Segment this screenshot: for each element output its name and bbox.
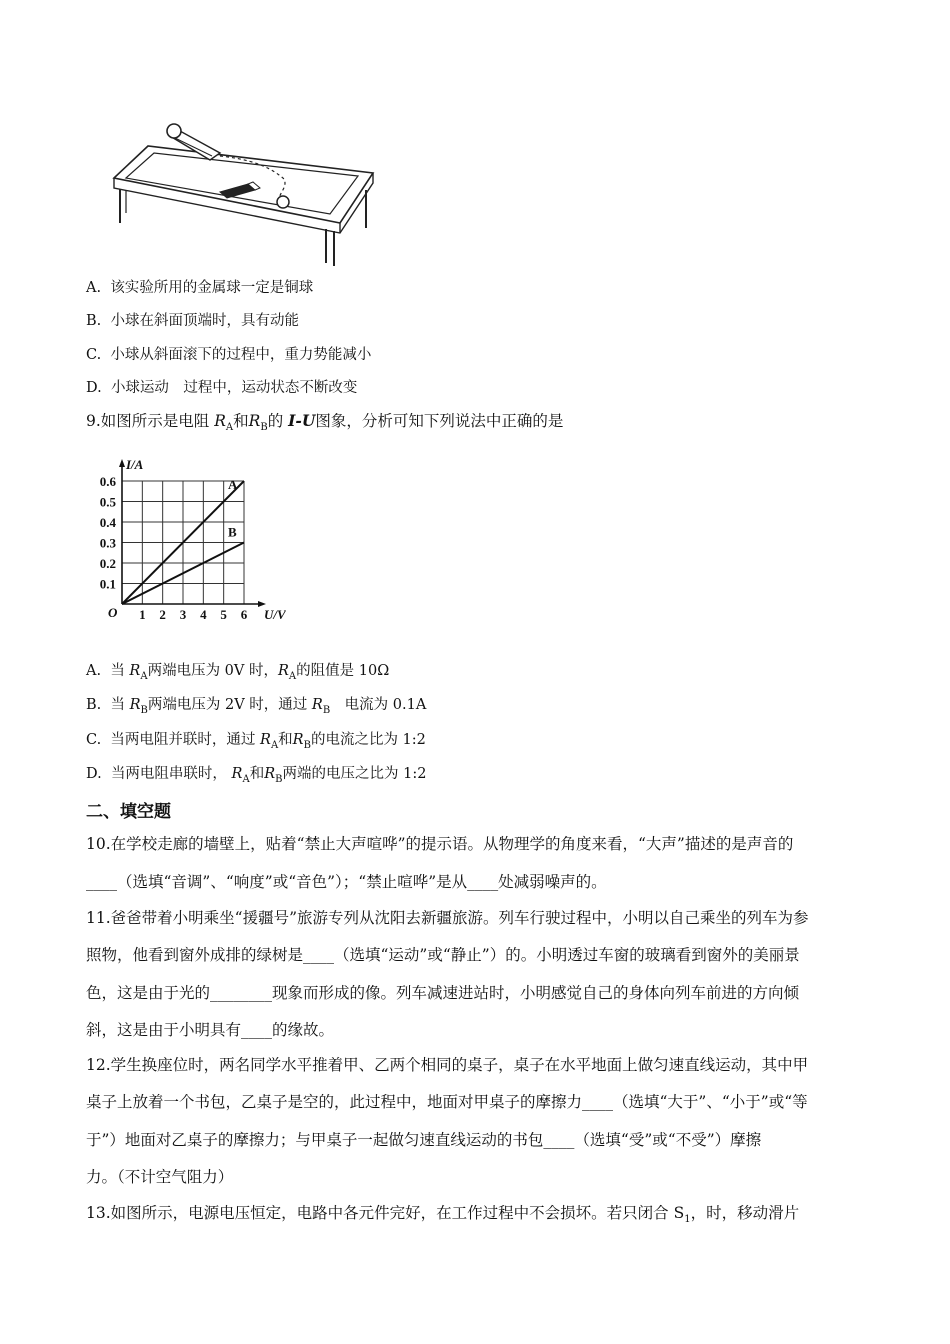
series-label-a: A [228, 477, 238, 492]
y-tick-label: 0.4 [99, 515, 116, 530]
y-tick-label: 0.2 [99, 556, 116, 571]
y-tick-label: 0.3 [99, 535, 116, 551]
q12-line-4: 力。（不计空气阻力） [86, 1168, 234, 1186]
q12-line-2: 桌子上放着一个书包，乙桌子是空的，此过程中，地面对甲桌子的摩擦力____（选填“大于”、“小于”或“等 [86, 1093, 808, 1111]
y-tick-label: 0.6 [99, 474, 116, 489]
y-axis-arrow [119, 459, 125, 467]
q9-option-a: A. 当 $R_A$两端电压为 0V 时，$R_A$的阻值是 10Ω [86, 663, 390, 682]
q12-line-1: 12.学生换座位时，两名同学水平推着甲、乙两个相同的桌子，桌子在水平地面上做匀速直线运动，其中甲 [86, 1056, 809, 1074]
q12-line-3: 于”）地面对乙桌子的摩擦力；与甲桌子一起做匀速直线运动的书包____（选填“受”或“不受”）摩擦 [86, 1131, 762, 1149]
q11-line-1: 11.爸爸带着小明乘坐“援疆号”旅游专列从沈阳去新疆旅游。列车行驶过程中，小明以自己乘坐的列车为参 [86, 909, 809, 927]
q8-option-d: D. 小球运动 过程中，运动状态不断改变 [86, 380, 358, 396]
q8-option-c: C. 小球从斜面滚下的过程中，重力势能减小 [86, 347, 372, 363]
q9-stem: 9.如图所示是电阻 $R_A$和$R_B$的 I-U图象，分析可知下列说法中正确的是 [86, 411, 564, 434]
x-tick-label: 5 [220, 607, 227, 622]
q8-option-a: A. 该实验所用的金属球一定是铜球 [86, 280, 314, 296]
y-tick-label: 0.5 [99, 494, 116, 510]
x-tick-label: 4 [200, 607, 207, 622]
series-label-b: B [228, 524, 237, 540]
section-title-fill-blank: 二、填空题 [86, 802, 171, 822]
y-axis-label: I/A [126, 457, 144, 472]
q8-option-b: B. 小球在斜面顶端时，具有动能 [86, 313, 299, 329]
q9-option-c: C. 当两电阻并联时，通过 $R_A$和$R_B$的电流之比为 1:2 [86, 732, 426, 751]
q11-line-3: 色，这是由于光的________现象而形成的像。列车减速进站时，小明感觉自己的身体向列车前进的方向倾 [86, 984, 800, 1002]
iu-chart [86, 452, 286, 632]
q11-line-4: 斜，这是由于小明具有____的缘故。 [86, 1021, 335, 1039]
ramp-experiment-figure [108, 118, 378, 268]
x-axis-label: U/V [264, 607, 286, 622]
x-tick-label: 3 [179, 607, 187, 622]
q10-line-2: ____（选填“音调”、“响度”或“音色”）；“禁止喧哗”是从____处减弱噪声的。 [86, 873, 607, 891]
x-tick-label: 1 [139, 607, 146, 622]
origin-label: O [108, 605, 118, 620]
q10-line-1: 10.在学校走廊的墙壁上，贴着“禁止大声喧哗”的提示语。从物理学的角度来看，“大声”描述的是声音的 [86, 835, 794, 853]
iu-chart-svg [86, 452, 286, 632]
q11-line-2: 照物，他看到窗外成排的绿树是____（选填“运动”或“静止”）的。小明透过车窗的玻璃看到窗外的美丽景 [86, 946, 800, 964]
q9-option-d: D. 当两电阻串联时， $R_A$和$R_B$两端的电压之比为 1:2 [86, 766, 427, 785]
q13-line-1: 13.如图所示，电源电压恒定，电路中各元件完好，在工作过程中不会损坏。若只闭合 $S_1$，时，移动滑片 [86, 1204, 800, 1226]
q9-option-b: B. 当 $R_B$两端电压为 2V 时，通过 $R_B$ 电流为 0.1A [86, 697, 427, 716]
x-tick-label: 2 [159, 607, 166, 622]
y-tick-label: 0.1 [99, 576, 116, 592]
x-tick-label: 6 [240, 607, 248, 622]
